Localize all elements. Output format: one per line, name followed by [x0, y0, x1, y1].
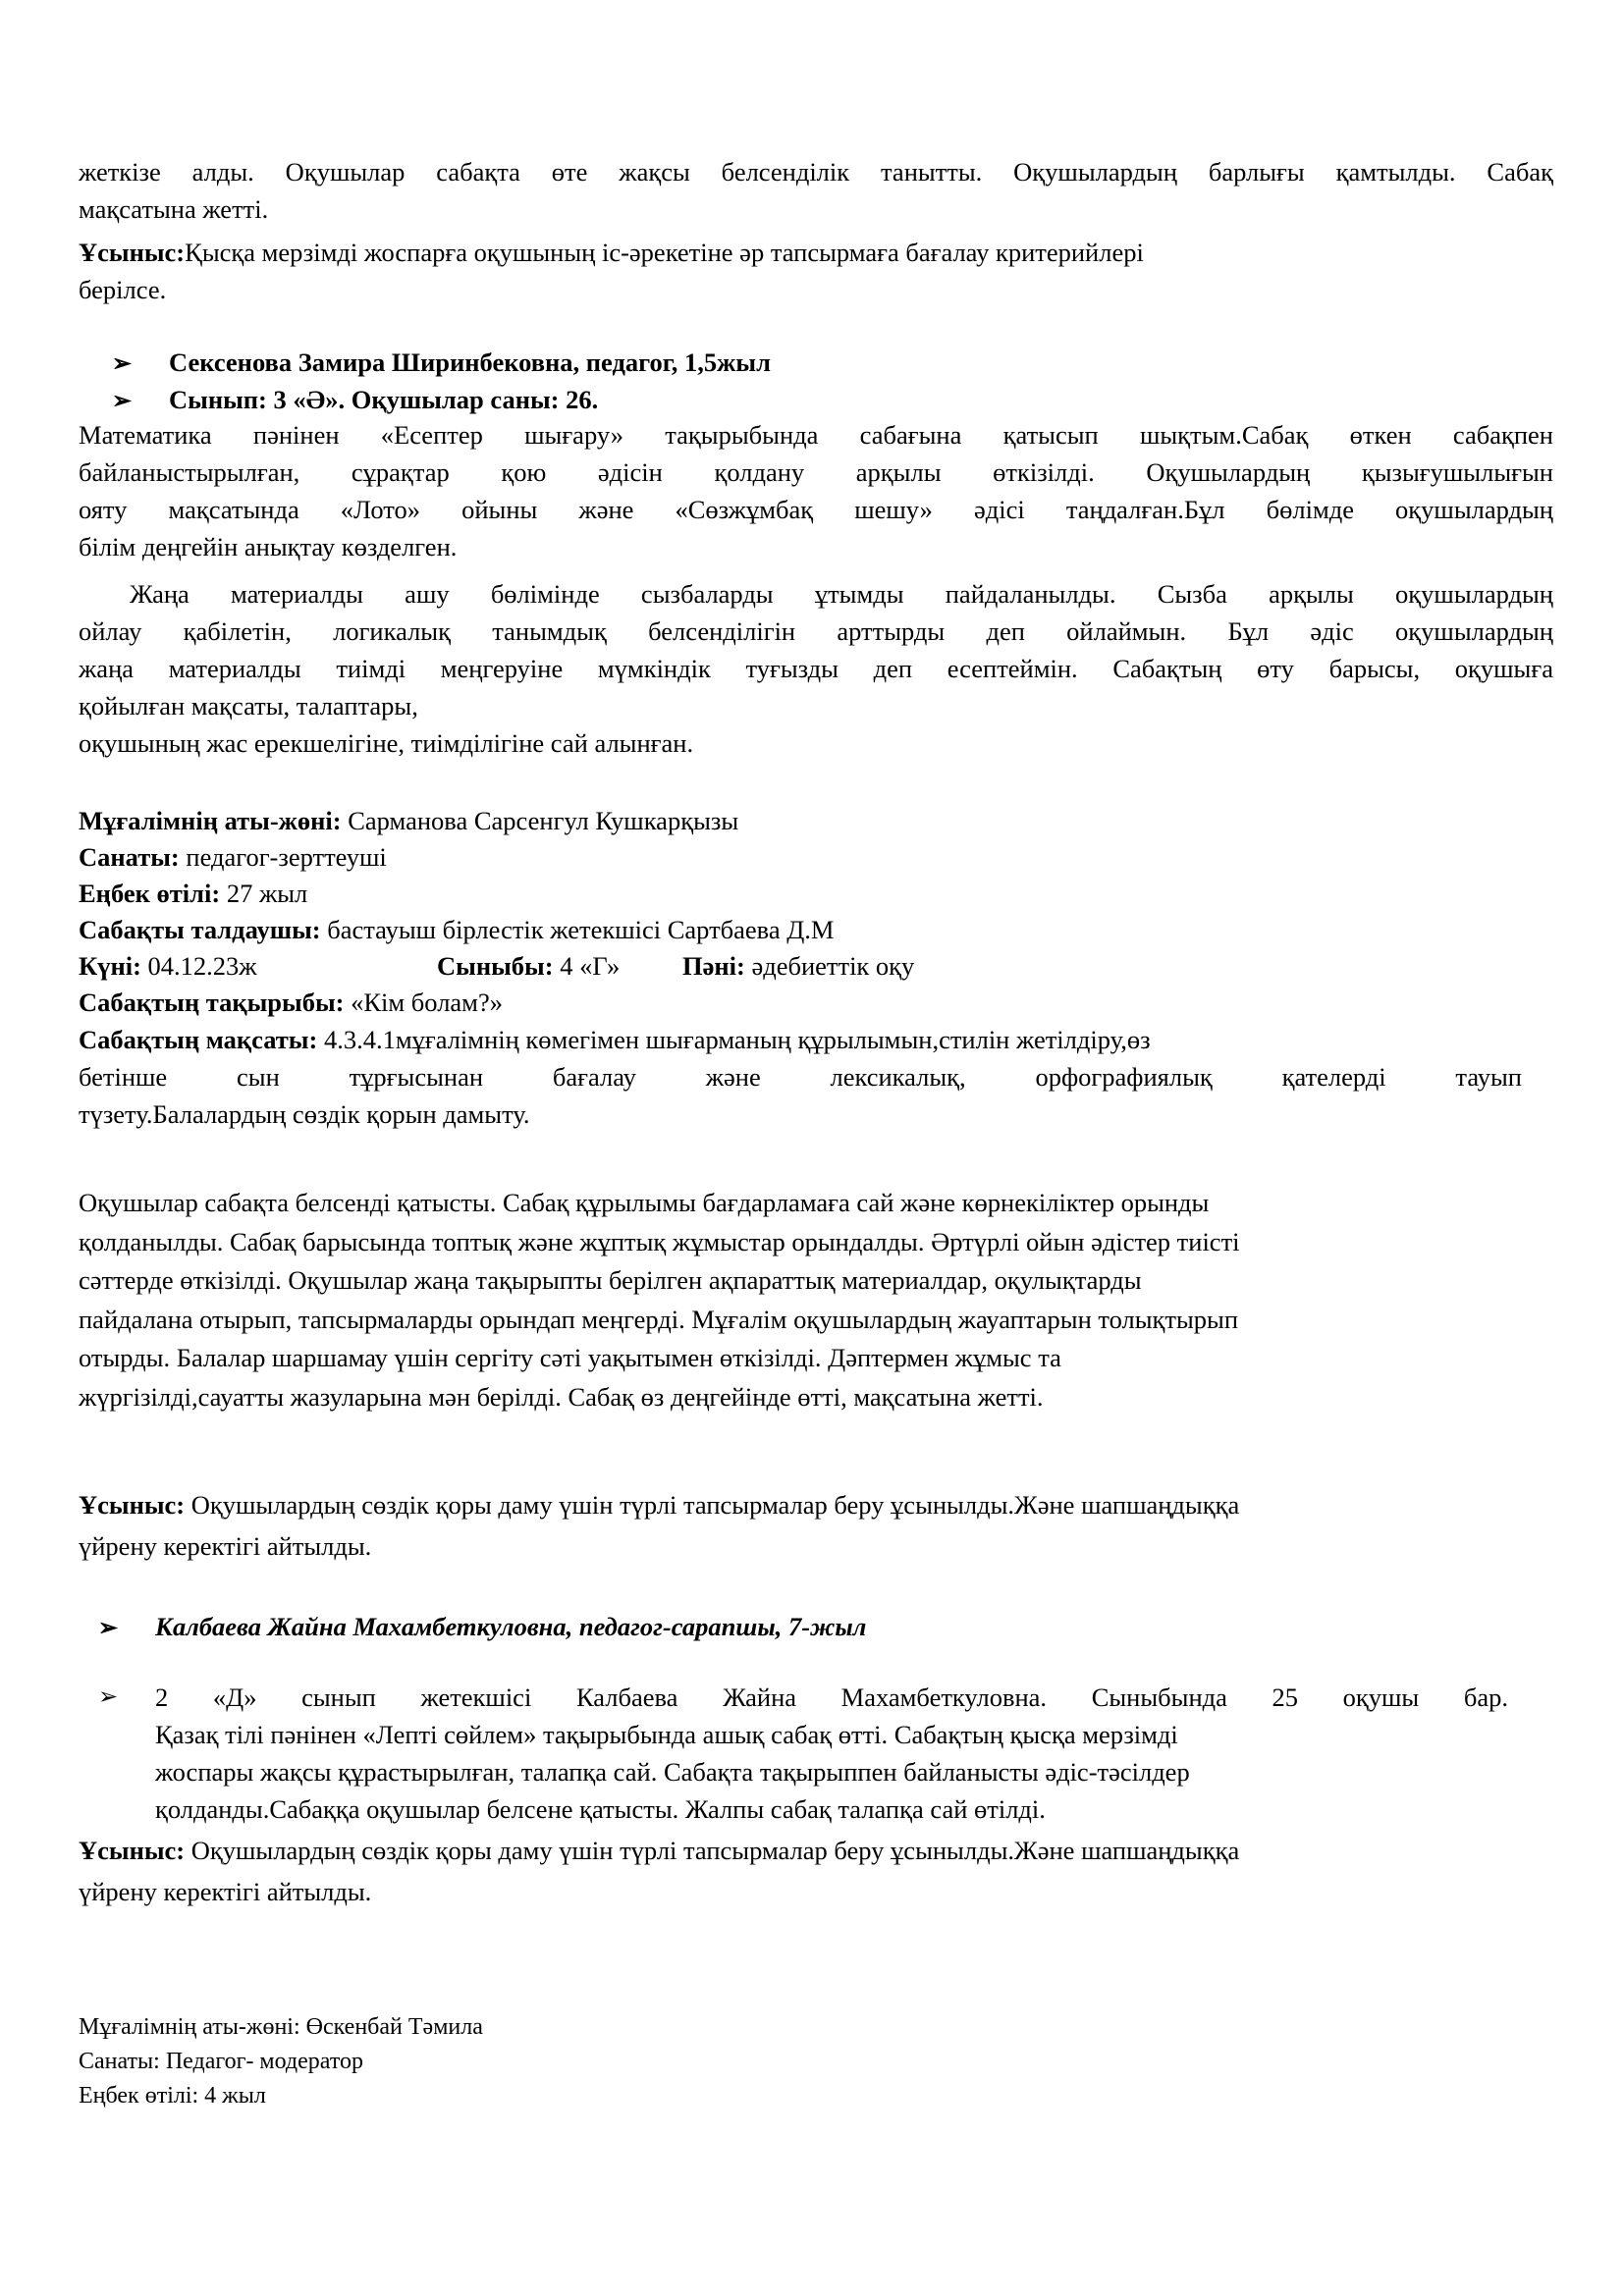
experience-row: Еңбек өтілі: 27 жыл: [79, 879, 308, 908]
text-line: қойылған мақсаты, талаптары,: [79, 691, 418, 721]
text-line: байланыстырылған, сұрақтар қою әдісін қолдану арқылы өткізілді. Оқушылардың қызығушылығын: [79, 457, 1553, 487]
kalbaeva-bullet: [98, 1679, 1508, 1828]
text-line: қолданылды. Сабақ барысында топтық және жұптық жұмыстар орындалды. Әртүрлі ойын әдістер тиісті: [79, 1226, 1240, 1256]
text-line: оқушының жас ерекшелігіне, тиімділігіне сай алынған.: [79, 728, 694, 758]
text-line: Қазақ тілі пәнінен «Лепті сөйлем» тақырыбында ашық сабақ өтті. Сабақтың қысқа мерзімді: [155, 1720, 1178, 1749]
teacher-heading: Калбаева Жайна Махамбеткуловна, педагог-сарапшы, 7-жыл: [155, 1612, 867, 1641]
class-info: Сынып: 3 «Ә». Оқушылар саны: 26.: [169, 385, 599, 414]
teacher-name-row: Мұғалімнің аты-жөні: Өскенбай Тәмила: [79, 2014, 483, 2040]
suggestion-label: Ұсыныс:: [79, 238, 186, 267]
category-row: Санаты: педагог-зерттеуші: [79, 842, 387, 872]
suggestion-text: берілсе.: [79, 275, 167, 304]
teacher-heading: Сексенова Замира Ширинбековна, педагог, 1,5жыл: [169, 347, 771, 377]
text-line: жүргізілді,сауатты жазуларына мән берілді. Сабақ өз деңгейінде өтті, мақсатына жетті.: [79, 1381, 1044, 1412]
text-line: бетінше сын тұрғысынан бағалау және лексикалық, орфографиялық қателерді тауып: [79, 1062, 1522, 1092]
text-line: қолданды.Сабаққа оқушылар белсене қатысты. Жалпы сабақ талапқа сай өтілді.: [155, 1794, 1046, 1824]
prev-section-text: [79, 153, 1553, 228]
text-line: жеткізе алды. Оқушылар сабақта өте жақсы белсенділік танытты. Оқушылардың барлығы қамтылды. Сабақ: [79, 157, 1553, 187]
seksenova-paragraph-1: [79, 416, 1553, 565]
text-line: Жаңа материалды ашу бөлімінде сызбаларды ұтымды пайдаланылды. Сызба арқылы оқушылардың: [130, 579, 1553, 609]
sarmanova-summary: [79, 1184, 1553, 1416]
text-line: жоспары жақсы құрастырылған, талапқа сай. Сабақта тақырыппен байланысты әдіс-тәсілдер: [155, 1757, 1190, 1787]
oskenbai-info: [79, 2010, 1553, 2113]
text-line: жаңа материалды тиімді меңгеруіне мүмкіндік туғызды деп есептеймін. Сабақтың өту барысы, оқушыға: [79, 654, 1553, 683]
arrowhead-bullet-icon: ➢: [112, 389, 133, 414]
text-line: Оқушылар сабақта белсенді қатысты. Сабақ құрылымы бағдарламаға сай және көрнекіліктер орынды: [79, 1188, 1210, 1217]
sarmanova-info: [79, 803, 1553, 1021]
prev-section-suggestion: [79, 234, 1553, 308]
bullet-item: [112, 344, 1587, 383]
teacher-name-row: Мұғалімнің аты-жөні: Сарманова Сарсенгул Кушкарқызы: [79, 806, 739, 835]
kalbaeva-suggestion: [79, 1830, 1553, 1912]
suggestion-text: Оқушылардың сөздік қоры даму үшін түрлі тапсырмалар беру ұсынылды.Және шапшаңдыққа: [185, 1490, 1240, 1520]
text-line: ояту мақсатында «Лото» ойыны және «Сөзжұмбақ шешу» әдісі таңдалған.Бұл бөлімде оқушылардың: [79, 495, 1553, 524]
sarmanova-goal: Сабақтың мақсаты: 4.3.4.1мұғалімнің көмегімен шығарманың құрылымын,стилін жетілдіру,өз бетінше сын тұрғысынан бағалау және лексикалық, орфографиялық қателерді тауып түзету.Балалардың сөздік қорын дамыту.: [79, 1021, 1522, 1133]
text-line: білім деңгейін анықтау көзделген.: [79, 532, 458, 561]
bullet-item: [112, 381, 1587, 420]
seksenova-paragraph-2: [79, 575, 1553, 762]
arrowhead-bullet-icon: ➢: [112, 351, 133, 377]
suggestion-text: Оқушылардың сөздік қоры даму үшін түрлі тапсырмалар беру ұсынылды.Және шапшаңдыққа: [185, 1836, 1240, 1865]
date-class-subject-row: Күні: 04.12.23ж Сыныбы: 4 «Г» Пәні: әдебиеттік оқу: [79, 951, 915, 981]
text-line: түзету.Балалардың сөздік қорын дамыту.: [79, 1099, 530, 1129]
suggestion-label: Ұсыныс:: [79, 1836, 186, 1865]
topic-row: Сабақтың тақырыбы: «Кім болам?»: [79, 988, 503, 1017]
kalbaeva-heading: [98, 1608, 1573, 1647]
analyst-row: Сабақты талдаушы: бастауыш бірлестік жетекшісі Сартбаева Д.М: [79, 915, 835, 944]
sarmanova-suggestion: [79, 1484, 1553, 1567]
text-line: мақсатына жетті.: [79, 194, 269, 224]
seksenova-bullets: [112, 344, 1587, 420]
suggestion-text: үйрену керектігі айтылды.: [79, 1877, 372, 1906]
arrowhead-bullet-icon: ➢: [98, 1684, 119, 1710]
text-line: пайдалана отырып, тапсырмаларды орындап меңгерді. Мұғалім оқушылардың жауаптарын толықтырып: [79, 1304, 1239, 1334]
text-line: Математика пәнінен «Есептер шығару» тақырыбында сабағына қатысып шықтым.Сабақ өткен сабақпен: [79, 420, 1553, 450]
category-row: Санаты: Педагог- модератор: [79, 2049, 363, 2074]
text-line: 2 «Д» сынып жетекшісі Калбаева Жайна Махамбеткуловна. Сыныбында 25 оқушы бар.: [155, 1682, 1508, 1712]
text-line: сәттерде өткізілді. Оқушылар жаңа тақырыпты берілген ақпараттық материалдар, оқулықтарды: [79, 1265, 1142, 1295]
arrowhead-bullet-icon: ➢: [98, 1616, 119, 1641]
text-line: ойлау қабілетін, логикалық танымдық белсенділігін арттырды деп ойлаймын. Бұл әдіс оқушылардың: [79, 616, 1553, 646]
text-line: отырды. Балалар шаршамау үшін сергіту сәті уақытымен өткізілді. Дәптермен жұмыс та: [79, 1343, 1061, 1372]
experience-row: Еңбек өтілі: 4 жыл: [79, 2083, 266, 2109]
suggestion-text: үйрену керектігі айтылды.: [79, 1531, 372, 1561]
suggestion-label: Ұсыныс:: [79, 1490, 186, 1520]
suggestion-text: Қысқа мерзімді жоспарға оқушының іс-әрекетіне әр тапсырмаға бағалау критерийлері: [185, 238, 1144, 267]
